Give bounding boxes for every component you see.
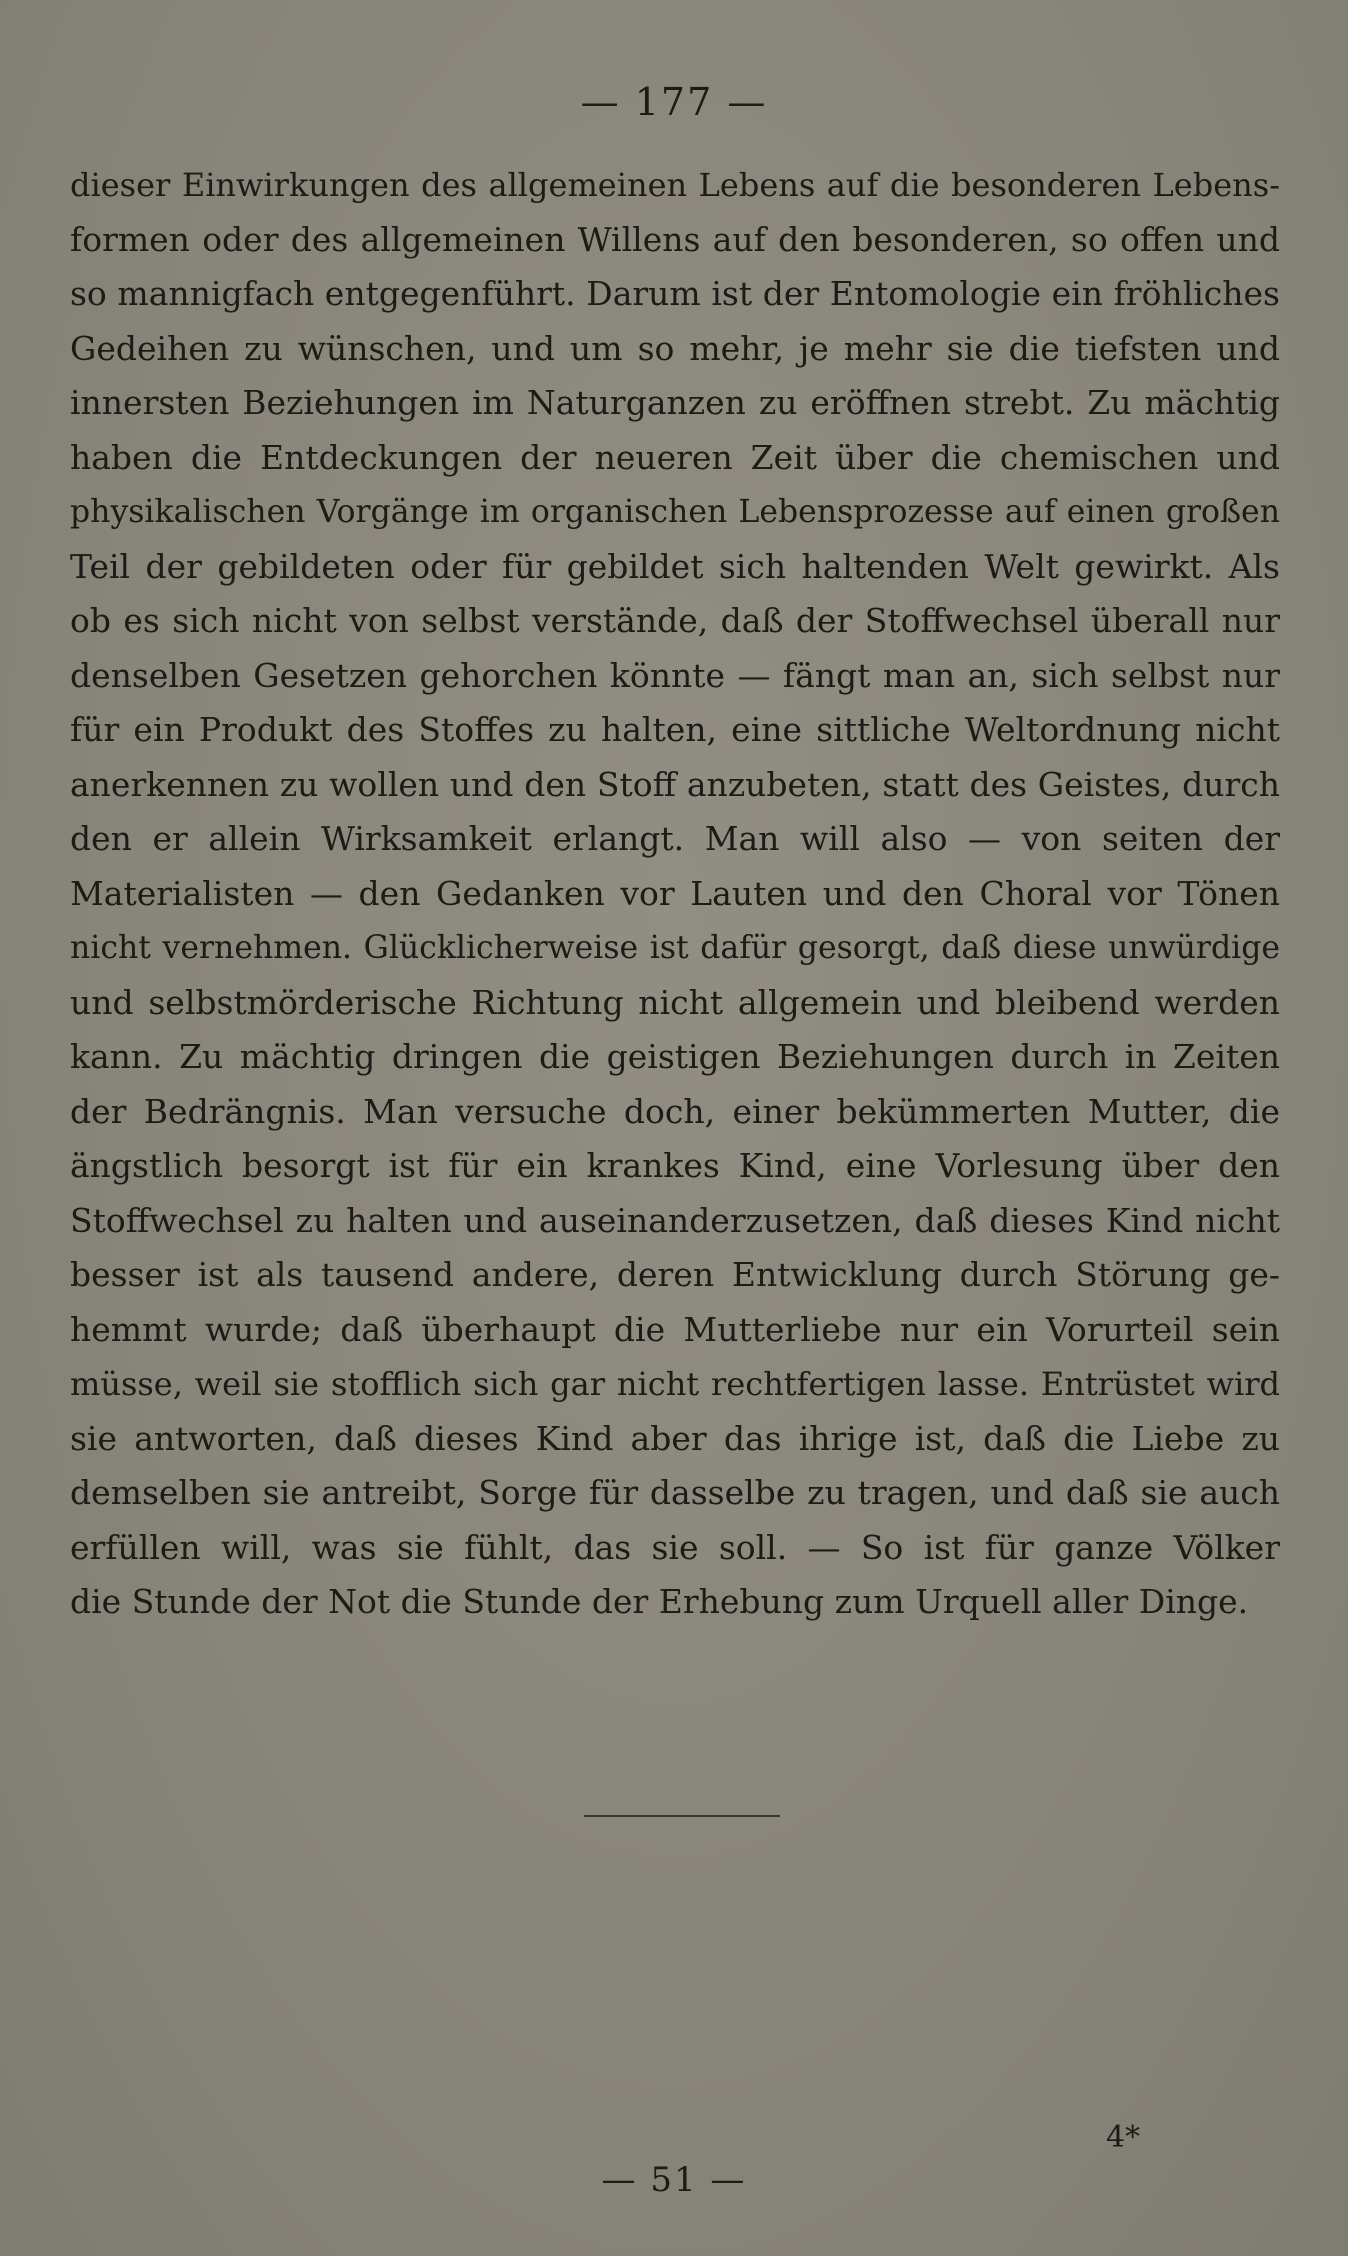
text-line: demselben sie antreibt, Sorge für dasselbe zu tragen, und daß sie auch <box>70 1473 1280 1512</box>
text-line: Gedeihen zu wünschen, und um so mehr, je mehr sie die tiefsten und <box>70 328 1280 368</box>
text-line: der Bedrängnis. Man versuche doch, einer bekümmerten Mutter, die <box>70 1091 1280 1131</box>
text-line: dieser Einwirkungen des allgemeinen Lebens auf die besonderen Lebens- <box>70 166 1280 204</box>
text-line: die Stunde der Not die Stunde der Erhebung zum Urquell aller Dinge. <box>70 1582 1249 1621</box>
text-line: und selbstmörderische Richtung nicht allgemein und bleibend werden <box>70 982 1280 1022</box>
text-line: anerkennen zu wollen und den Stoff anzubeten, statt des Geistes, durch <box>70 764 1280 804</box>
text-line: erfüllen will, was sie fühlt, das sie soll. — So ist für ganze Völker <box>70 1527 1280 1567</box>
text-line: Teil der gebildeten oder für gebildet sich haltenden Welt gewirkt. Als <box>70 546 1280 586</box>
text-line: Materialisten — den Gedanken vor Lauten und den Choral vor Tönen <box>70 873 1280 913</box>
text-line: haben die Entdeckungen der neueren Zeit über die chemischen und <box>70 437 1280 477</box>
text-line: den er allein Wirksamkeit erlangt. Man will also — von seiten der <box>70 819 1280 858</box>
text-line: innersten Beziehungen im Naturganzen zu eröffnen strebt. Zu mächtig <box>70 383 1280 422</box>
text-line: besser ist als tausend andere, deren Entwicklung durch Störung ge- <box>70 1255 1280 1294</box>
text-line: formen oder des allgemeinen Willens auf den besonderen, so offen und <box>70 219 1280 259</box>
text-line: so mannigfach entgegenführt. Darum ist der Entomologie ein fröhliches <box>70 274 1280 313</box>
section-divider <box>584 1815 780 1817</box>
bottom-page-number: — 51 — <box>601 2160 747 2200</box>
top-page-number: — 177 — <box>580 80 768 124</box>
text-line: kann. Zu mächtig dringen die geistigen Beziehungen durch in Zeiten <box>70 1037 1280 1076</box>
signature-mark: 4* <box>1106 2120 1141 2155</box>
text-line: für ein Produkt des Stoffes zu halten, eine sittliche Weltordnung nicht <box>70 710 1280 749</box>
text-line: denselben Gesetzen gehorchen könnte — fängt man an, sich selbst nur <box>70 655 1280 695</box>
text-line: müsse, weil sie stofflich sich gar nicht rechtfertigen lasse. Entrüstet wird <box>70 1365 1280 1403</box>
text-line: ängstlich besorgt ist für ein krankes Kind, eine Vorlesung über den <box>70 1146 1280 1185</box>
text-line: Stoffwechsel zu halten und auseinanderzusetzen, daß dieses Kind nicht <box>70 1200 1280 1240</box>
text-line: hemmt wurde; daß überhaupt die Mutterliebe nur ein Vorurteil sein <box>70 1309 1280 1349</box>
text-line: sie antworten, daß dieses Kind aber das ihrige ist, daß die Liebe zu <box>70 1418 1280 1458</box>
text-line: ob es sich nicht von selbst verstände, daß der Stoffwechsel überall nur <box>70 601 1280 640</box>
body-text <box>70 158 1280 1630</box>
text-line: physikalischen Vorgänge im organischen Lebensprozesse auf einen großen <box>70 494 1280 530</box>
text-line: nicht vernehmen. Glücklicherweise ist dafür gesorgt, daß diese unwürdige <box>70 930 1280 966</box>
